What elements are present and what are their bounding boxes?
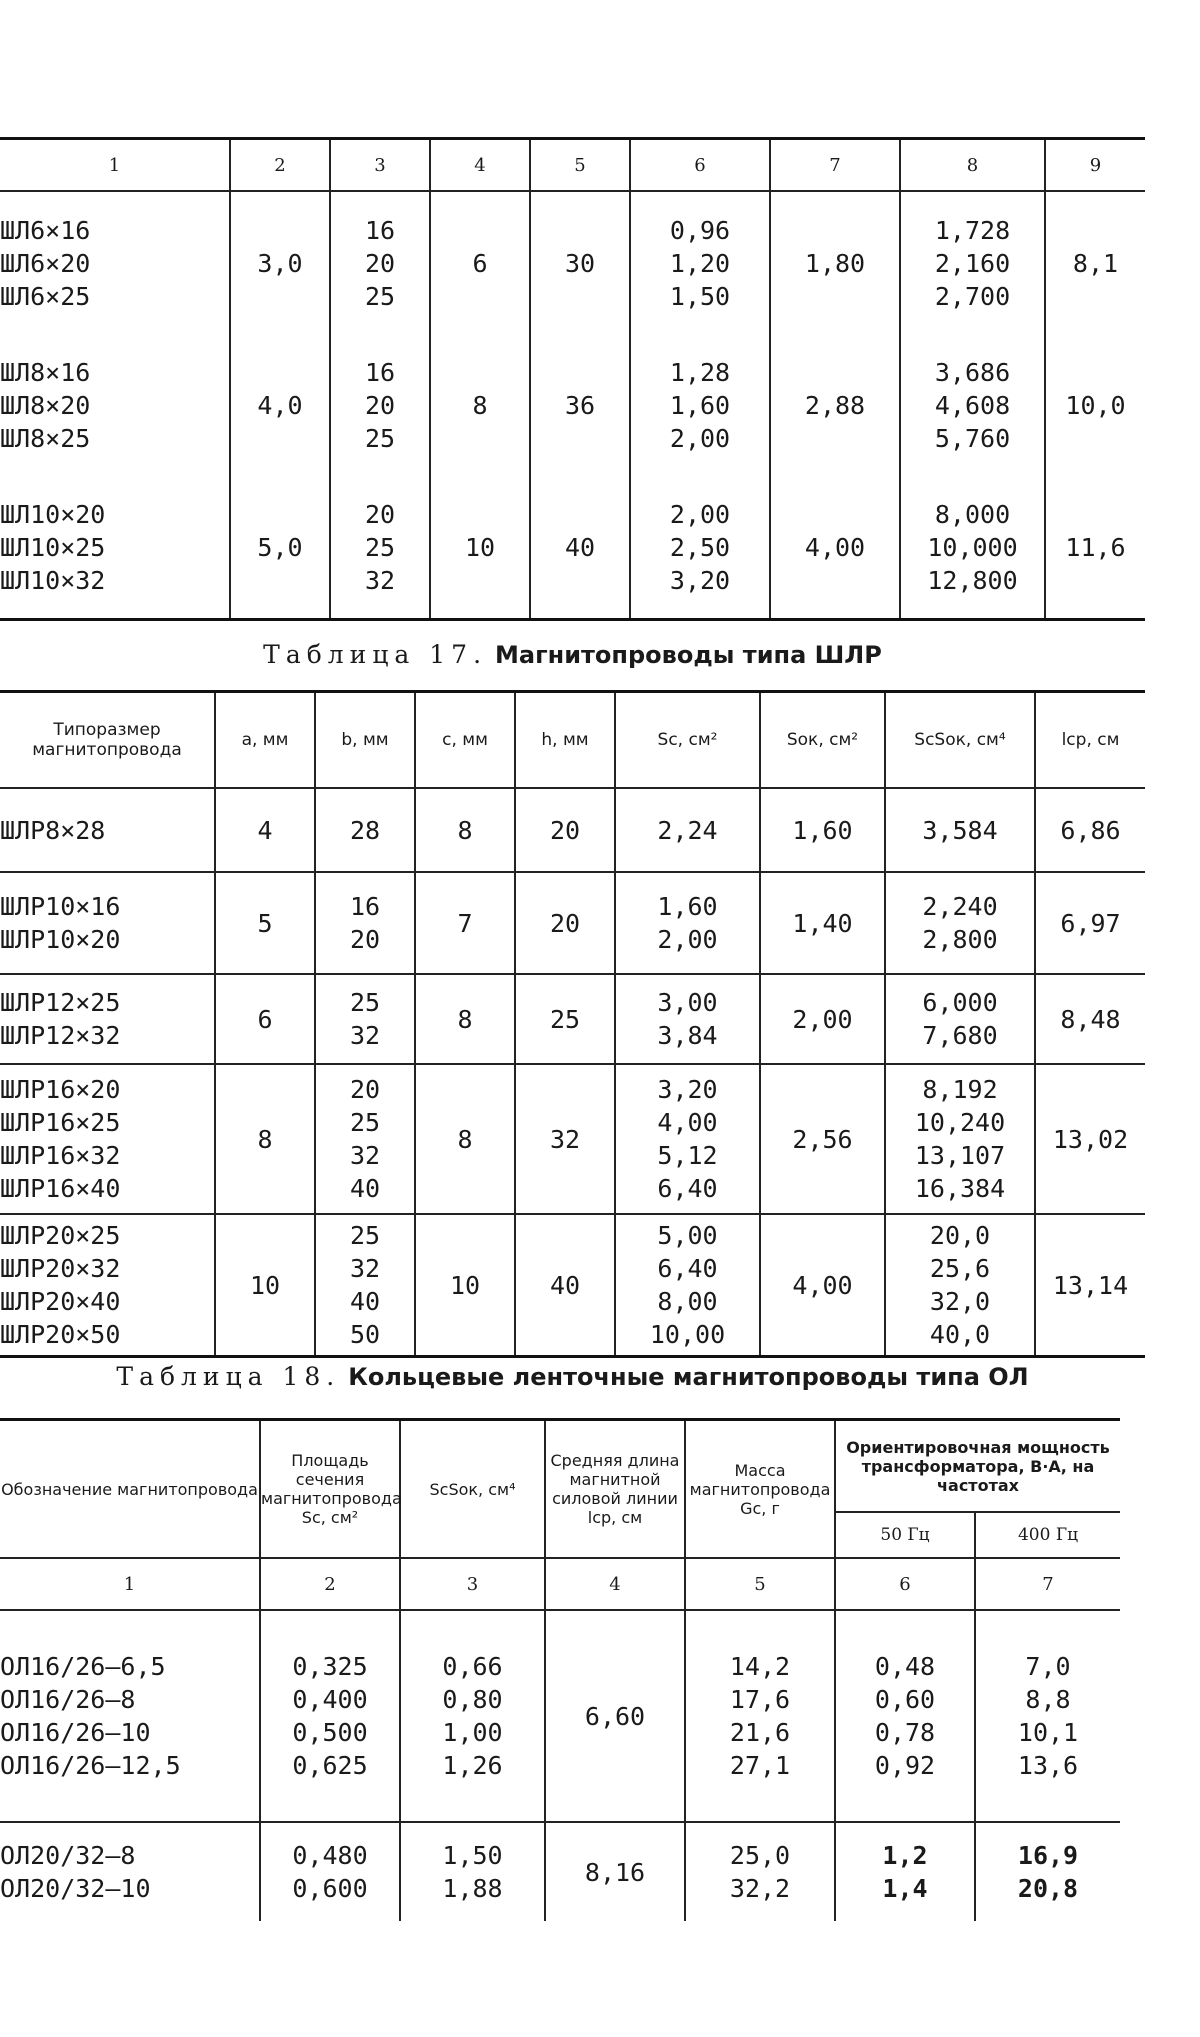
ss-value: 32,0 [929,1287,991,1316]
ss-value: 3,584 [922,815,998,845]
ss-value: 8,192 [922,1075,998,1104]
type-cell [0,191,230,334]
s-value: 1,20 [669,248,731,278]
b-value: 16 [364,215,396,245]
table-18 [0,1418,1120,1921]
a-cell: 5 [215,872,315,974]
type-name: ШЛР20×40 [0,1287,121,1316]
s-value: 3,20 [669,565,731,595]
header-cell: Площадь сечения магнитопровода Sс, см² [260,1420,400,1559]
ss-value: 0,80 [442,1685,503,1714]
area-value: 0,400 [292,1685,368,1714]
a-cell: 10 [215,1214,315,1357]
c-cell: 7 [415,872,515,974]
caption-prefix: Таблица 17. [263,640,488,669]
type-name: ШЛ10×32 [0,565,106,595]
type-name: ОЛ16/26—6,5 [0,1652,166,1681]
ss-cell [885,872,1035,974]
type-name: ШЛ10×25 [0,532,106,562]
type-name: ШЛР20×32 [0,1254,121,1283]
col-number: 1 [0,1558,260,1610]
s-cell [615,1214,760,1357]
b-value: 32 [349,1254,381,1283]
h-cell: 40 [515,1214,615,1357]
length-cell: 6,60 [545,1610,685,1822]
ss-cell [885,1214,1035,1357]
ss-cell [885,1064,1035,1214]
power-400-cell [975,1822,1120,1921]
freq-400-header: 400 Гц [975,1512,1120,1558]
col-number: 5 [685,1558,835,1610]
power-50-cell [835,1610,975,1822]
header-row [0,692,1145,789]
freq-50-header: 50 Гц [835,1512,975,1558]
ss-value: 1,88 [442,1874,503,1903]
b-cell [330,476,430,620]
ss-cell [400,1822,545,1921]
type-cell [0,974,215,1064]
power-value: 0,48 [874,1652,936,1681]
type-name: ШЛР20×50 [0,1320,121,1349]
area-cell [260,1610,400,1822]
ss-value: 1,00 [442,1718,503,1747]
ss-value: 12,800 [927,565,1018,595]
column-number-row [0,139,1145,192]
table-row [0,476,1145,620]
type-cell [0,1214,215,1357]
s-value: 5,00 [657,1221,718,1250]
column-number-row [0,1558,1120,1610]
power-value: 0,60 [874,1685,936,1714]
b-cell [315,974,415,1064]
s-cell [630,476,770,620]
l-cell: 8,1 [1045,191,1145,334]
a-cell: 5,0 [230,476,330,620]
s-value: 4,00 [657,1108,718,1137]
sok-cell: 4,00 [770,476,900,620]
header-cell: Обозначение магнитопровода [0,1420,260,1559]
h-cell: 30 [530,191,630,334]
b-value: 25 [349,988,381,1017]
b-value: 20 [349,925,381,954]
sok-cell: 1,60 [760,788,885,872]
b-value: 40 [349,1174,381,1203]
col-number: 3 [330,139,430,192]
b-value: 25 [349,1108,381,1137]
b-value: 25 [349,1221,381,1250]
sok-cell: 2,00 [760,974,885,1064]
type-name: ШЛ6×16 [0,215,91,245]
s-value: 2,00 [669,499,731,529]
table-16-continued [0,137,1145,621]
s-value: 2,00 [669,423,731,453]
s-cell [630,334,770,476]
a-cell: 4,0 [230,334,330,476]
ss-value: 2,240 [922,892,998,921]
b-cell [315,1064,415,1214]
ss-value: 6,000 [922,988,998,1017]
sok-cell: 4,00 [760,1214,885,1357]
sok-cell: 2,88 [770,334,900,476]
type-name: ШЛР16×32 [0,1141,121,1170]
col-number: 8 [900,139,1045,192]
sok-cell: 2,56 [760,1064,885,1214]
ss-value: 8,000 [934,499,1011,529]
table-row [0,1610,1120,1822]
header-row [0,1420,1120,1513]
b-cell [330,191,430,334]
ss-value: 20,0 [929,1221,991,1250]
s-value: 6,40 [657,1254,718,1283]
table-17-caption [0,640,1145,669]
type-name: ШЛ8×25 [0,423,91,453]
col-number: 3 [400,1558,545,1610]
b-value: 25 [364,532,396,562]
b-value: 20 [349,1075,381,1104]
col-number: 6 [835,1558,975,1610]
ss-value: 25,6 [929,1254,991,1283]
header-cell: Sок, см² [760,692,885,789]
sok-cell: 1,80 [770,191,900,334]
h-cell: 25 [515,974,615,1064]
b-value: 32 [364,565,396,595]
h-cell: 40 [530,476,630,620]
mass-value: 25,0 [729,1841,791,1870]
col-number: 1 [0,139,230,192]
b-value: 32 [349,1141,381,1170]
power-value: 1,4 [882,1874,928,1903]
type-name: ШЛ8×20 [0,390,91,420]
type-name: ОЛ20/32—10 [0,1874,151,1903]
a-cell: 8 [215,1064,315,1214]
mass-value: 27,1 [729,1751,791,1780]
s-value: 0,96 [669,215,731,245]
mass-value: 17,6 [729,1685,791,1714]
ss-cell [400,1610,545,1822]
s-cell [615,788,760,872]
ss-value: 1,26 [442,1751,503,1780]
type-name: ШЛР8×28 [0,815,106,845]
type-name: ШЛ10×20 [0,499,106,529]
mass-cell [685,1822,835,1921]
s-value: 3,00 [657,988,718,1017]
h-cell: 32 [515,1064,615,1214]
ss-value: 5,760 [934,423,1011,453]
header-cell: c, мм [415,692,515,789]
ss-value: 3,686 [934,357,1011,387]
mass-value: 21,6 [729,1718,791,1747]
b-cell [315,872,415,974]
ss-value: 2,800 [922,925,998,954]
caption-title: Кольцевые ленточные магнитопроводы типа ОЛ [348,1363,1029,1391]
b-value: 50 [349,1320,381,1349]
header-cell: Ориентировочная мощность трансформатора, В·А, на частотах [835,1420,1120,1513]
b-value: 20 [364,390,396,420]
b-value: 20 [364,499,396,529]
ss-value: 40,0 [929,1320,991,1349]
type-name: ОЛ16/26—8 [0,1685,136,1714]
header-cell: Средняя длина магнитной силовой линии lср, см [545,1420,685,1559]
table-row [0,191,1145,334]
b-value: 32 [349,1021,381,1050]
type-cell [0,1822,260,1921]
power-value: 1,2 [882,1841,928,1870]
b-cell [315,1214,415,1357]
type-name: ШЛР10×20 [0,925,121,954]
type-name: ШЛР10×16 [0,892,121,921]
c-cell: 8 [415,788,515,872]
l-cell: 10,0 [1045,334,1145,476]
type-cell [0,1064,215,1214]
header-cell: Типоразмер магнитопровода [0,692,215,789]
c-cell: 10 [430,476,530,620]
col-number: 7 [770,139,900,192]
mass-cell [685,1610,835,1822]
table-row [0,334,1145,476]
b-cell [315,788,415,872]
b-value: 28 [349,815,381,845]
area-value: 0,325 [292,1652,368,1681]
length-cell: 8,16 [545,1822,685,1921]
header-cell: b, мм [315,692,415,789]
b-value: 40 [349,1287,381,1316]
h-cell: 20 [515,788,615,872]
l-cell: 6,86 [1035,788,1145,872]
ss-value: 1,728 [934,215,1011,245]
header-cell: lср, см [1035,692,1145,789]
power-value: 7,0 [1025,1652,1071,1681]
l-cell: 13,14 [1035,1214,1145,1357]
b-value: 16 [364,357,396,387]
table-row [0,788,1145,872]
caption-title: Магнитопроводы типа ШЛР [495,641,882,669]
power-value: 8,8 [1025,1685,1071,1714]
c-cell: 8 [415,1064,515,1214]
mass-value: 14,2 [729,1652,791,1681]
s-value: 6,40 [657,1174,718,1203]
c-cell: 8 [415,974,515,1064]
header-cell: SсSок, см⁴ [400,1420,545,1559]
power-value: 0,78 [874,1718,936,1747]
power-400-cell [975,1610,1120,1822]
b-value: 25 [364,281,396,311]
col-number: 2 [230,139,330,192]
type-name: ШЛР16×20 [0,1075,121,1104]
s-value: 2,24 [657,815,718,845]
s-value: 2,00 [657,925,718,954]
s-value: 1,50 [669,281,731,311]
mass-value: 32,2 [729,1874,791,1903]
type-name: ШЛ8×16 [0,357,91,387]
s-cell [615,872,760,974]
power-50-cell [835,1822,975,1921]
col-number: 2 [260,1558,400,1610]
type-name: ШЛР16×40 [0,1174,121,1203]
s-value: 1,60 [657,892,718,921]
type-cell [0,872,215,974]
header-cell: Масса магнитопровода Gс, г [685,1420,835,1559]
s-value: 1,60 [669,390,731,420]
ss-value: 1,50 [442,1841,503,1870]
type-name: ШЛР20×25 [0,1221,121,1250]
power-value: 13,6 [1017,1751,1079,1780]
ss-cell [900,334,1045,476]
h-cell: 20 [515,872,615,974]
type-name: ШЛ6×25 [0,281,91,311]
l-cell: 11,6 [1045,476,1145,620]
header-cell: Sс, см² [615,692,760,789]
header-cell: h, мм [515,692,615,789]
l-cell: 8,48 [1035,974,1145,1064]
ss-value: 2,160 [934,248,1011,278]
area-cell [260,1822,400,1921]
col-number: 5 [530,139,630,192]
power-value: 20,8 [1017,1874,1079,1903]
ss-value: 2,700 [934,281,1011,311]
ss-value: 10,000 [927,532,1018,562]
type-name: ШЛР12×25 [0,988,121,1017]
ss-value: 10,240 [914,1108,1006,1137]
table-17 [0,690,1145,1358]
c-cell: 8 [430,334,530,476]
h-cell: 36 [530,334,630,476]
table-row [0,1822,1120,1921]
type-cell [0,1610,260,1822]
c-cell: 6 [430,191,530,334]
area-value: 0,600 [292,1874,368,1903]
header-cell: a, мм [215,692,315,789]
area-value: 0,500 [292,1718,368,1747]
ss-value: 7,680 [922,1021,998,1050]
ss-value: 4,608 [934,390,1011,420]
sok-cell: 1,40 [760,872,885,974]
b-value: 16 [349,892,381,921]
ss-value: 16,384 [914,1174,1006,1203]
s-value: 10,00 [649,1320,726,1349]
col-number: 7 [975,1558,1120,1610]
b-value: 25 [364,423,396,453]
table-row [0,1214,1145,1357]
type-name: ШЛР12×32 [0,1021,121,1050]
type-cell [0,788,215,872]
b-cell [330,334,430,476]
s-cell [615,1064,760,1214]
type-cell [0,334,230,476]
power-value: 0,92 [874,1751,936,1780]
s-value: 5,12 [657,1141,718,1170]
s-cell [630,191,770,334]
s-value: 3,20 [657,1075,718,1104]
col-number: 9 [1045,139,1145,192]
type-name: ОЛ16/26—12,5 [0,1751,181,1780]
power-value: 16,9 [1017,1841,1079,1870]
caption-prefix: Таблица 18. [116,1362,341,1391]
l-cell: 13,02 [1035,1064,1145,1214]
s-cell [615,974,760,1064]
l-cell: 6,97 [1035,872,1145,974]
type-name: ОЛ20/32—8 [0,1841,136,1870]
table-row [0,1064,1145,1214]
a-cell: 3,0 [230,191,330,334]
type-cell [0,476,230,620]
ss-cell [885,788,1035,872]
a-cell: 4 [215,788,315,872]
c-cell: 10 [415,1214,515,1357]
header-cell: SсSок, см⁴ [885,692,1035,789]
ss-value: 0,66 [442,1652,503,1681]
ss-value: 13,107 [914,1141,1006,1170]
type-name: ОЛ16/26—10 [0,1718,151,1747]
a-cell: 6 [215,974,315,1064]
power-value: 10,1 [1017,1718,1079,1747]
area-value: 0,625 [292,1751,368,1780]
s-value: 3,84 [657,1021,718,1050]
ss-cell [900,476,1045,620]
s-value: 2,50 [669,532,731,562]
table-18-caption [0,1362,1145,1391]
table-row [0,872,1145,974]
type-name: ШЛ6×20 [0,248,91,278]
area-value: 0,480 [292,1841,368,1870]
ss-cell [900,191,1045,334]
s-value: 8,00 [657,1287,718,1316]
table-row [0,974,1145,1064]
b-value: 20 [364,248,396,278]
ss-cell [885,974,1035,1064]
col-number: 6 [630,139,770,192]
type-name: ШЛР16×25 [0,1108,121,1137]
s-value: 1,28 [669,357,731,387]
col-number: 4 [430,139,530,192]
col-number: 4 [545,1558,685,1610]
